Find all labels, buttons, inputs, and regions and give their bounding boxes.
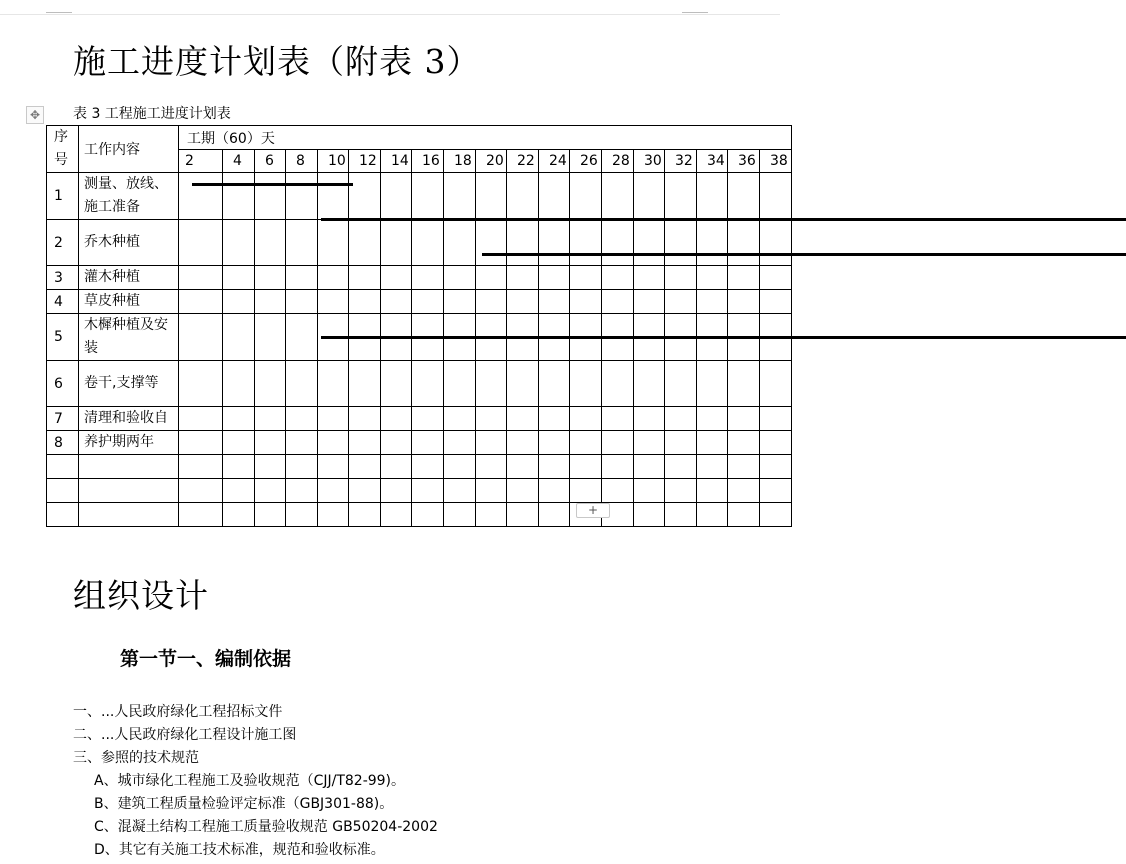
day-cell [697,220,728,266]
day-cell [223,455,255,479]
day-cell [539,479,570,503]
day-cell [349,455,381,479]
day-column-header: 14 [381,150,412,173]
day-cell [760,361,792,407]
day-cell [318,407,349,431]
day-cell [412,503,444,527]
day-cell [760,220,792,266]
day-cell [286,314,318,361]
day-cell [179,503,223,527]
content-cell: 灌木种植 [79,266,179,290]
day-cell [728,266,760,290]
day-cell [381,290,412,314]
basis-subitem: C、混凝土结构工程施工质量验收规范 GB50204-2002 [94,819,438,835]
day-cell [665,431,697,455]
content-cell: 卷干,支撑等 [79,361,179,407]
day-cell [728,455,760,479]
day-cell [539,407,570,431]
day-cell [665,479,697,503]
day-cell [760,455,792,479]
day-cell [476,431,507,455]
content-cell [79,455,179,479]
day-cell [255,407,286,431]
day-cell [318,173,349,220]
day-cell [255,266,286,290]
day-cell [223,361,255,407]
day-cell [634,266,665,290]
day-cell [697,407,728,431]
table-row [47,407,792,431]
day-cell [179,479,223,503]
day-column-header: 22 [507,150,539,173]
day-cell [539,455,570,479]
day-column-header: 16 [412,150,444,173]
day-cell [602,431,634,455]
day-cell [349,314,381,361]
basis-item: 一、...人民政府绿化工程招标文件 [73,704,283,720]
day-cell [728,361,760,407]
day-cell [223,503,255,527]
day-cell [507,479,539,503]
day-cell [760,314,792,361]
seq-cell: 6 [47,361,79,407]
day-column-header: 26 [570,150,602,173]
day-cell [665,314,697,361]
day-cell [539,503,570,527]
day-cell [760,479,792,503]
day-cell [602,407,634,431]
seq-cell: 3 [47,266,79,290]
page-top-edge [0,0,780,15]
day-cell [412,479,444,503]
day-cell [697,503,728,527]
day-cell [179,407,223,431]
day-cell [381,503,412,527]
day-cell [539,361,570,407]
day-cell [349,479,381,503]
table-row [47,173,792,220]
day-cell [507,361,539,407]
day-cell [255,431,286,455]
content-cell: 草皮种植 [79,290,179,314]
day-cell [223,479,255,503]
day-cell [760,173,792,220]
day-cell [444,220,476,266]
schedule-table-wrapper [46,125,788,501]
day-cell [412,407,444,431]
day-cell [444,479,476,503]
day-cell [602,266,634,290]
day-cell [634,173,665,220]
day-column-header: 8 [286,150,318,173]
day-cell [349,503,381,527]
day-cell [412,173,444,220]
day-cell [444,407,476,431]
day-cell [255,290,286,314]
basis-subitem: B、建筑工程质量检验评定标准（GBJ301-88)。 [94,796,394,812]
day-column-header: 10 [318,150,349,173]
seq-header: 序号 [47,126,79,173]
margin-corner-mark-right [682,12,708,13]
day-cell [697,361,728,407]
day-cell [444,503,476,527]
day-cell [349,266,381,290]
page-title: 施工进度计划表（附表 3） [73,42,481,81]
day-column-header: 18 [444,150,476,173]
day-cell [412,361,444,407]
day-cell [634,503,665,527]
day-cell [179,455,223,479]
day-cell [507,455,539,479]
day-cell [286,455,318,479]
day-column-header: 4 [223,150,255,173]
day-cell [570,455,602,479]
seq-cell: 5 [47,314,79,361]
day-cell [539,173,570,220]
day-cell [728,407,760,431]
day-cell [381,407,412,431]
seq-cell: 1 [47,173,79,220]
day-cell [476,173,507,220]
day-cell [634,407,665,431]
day-cell [223,431,255,455]
day-cell [760,290,792,314]
day-cell [507,220,539,266]
day-cell [476,407,507,431]
day-cell [318,479,349,503]
day-cell [179,173,223,220]
day-cell [179,220,223,266]
day-cell [760,431,792,455]
seq-cell: 8 [47,431,79,455]
day-cell [570,314,602,361]
content-cell: 清理和验收自 [79,407,179,431]
day-cell [318,220,349,266]
table-row [47,314,792,361]
day-cell [286,290,318,314]
day-cell [728,290,760,314]
day-cell [349,431,381,455]
day-cell [179,361,223,407]
seq-cell: 2 [47,220,79,266]
day-cell [476,266,507,290]
day-cell [286,479,318,503]
day-cell [760,266,792,290]
day-cell [255,361,286,407]
day-cell [286,361,318,407]
table-row [47,431,792,455]
day-cell [665,220,697,266]
day-cell [697,173,728,220]
day-cell [665,361,697,407]
day-cell [286,503,318,527]
day-cell [381,314,412,361]
content-header: 工作内容 [79,126,179,173]
day-cell [349,173,381,220]
table-caption: 表 3 工程施工进度计划表 [73,106,231,122]
add-table-row-button[interactable]: + [576,503,610,518]
day-cell [602,455,634,479]
margin-corner-mark-left [46,12,72,13]
day-cell [697,431,728,455]
day-cell [507,290,539,314]
basis-subitem: A、城市绿化工程施工及验收规范（CJJ/T82-99)。 [94,773,406,789]
day-cell [665,173,697,220]
seq-cell [47,455,79,479]
day-cell [444,266,476,290]
day-column-header: 2 [179,150,223,173]
table-row [47,266,792,290]
day-cell [760,503,792,527]
day-cell [412,266,444,290]
day-cell [318,314,349,361]
table-row [47,503,792,527]
day-cell [728,503,760,527]
day-cell [381,479,412,503]
day-cell [602,479,634,503]
day-column-header: 28 [602,150,634,173]
day-column-header: 12 [349,150,381,173]
day-cell [318,455,349,479]
table-row [47,220,792,266]
day-cell [412,314,444,361]
day-cell [223,220,255,266]
basis-item: 二、...人民政府绿化工程设计施工图 [73,727,297,743]
day-cell [570,173,602,220]
header-row [47,126,792,150]
day-cell [255,314,286,361]
day-cell [349,407,381,431]
day-cell [570,431,602,455]
day-cell [570,290,602,314]
content-cell: 乔木种植 [79,220,179,266]
day-cell [602,220,634,266]
content-cell: 测量、放线、施工准备 [79,173,179,220]
day-cell [665,503,697,527]
basis-subitem: D、其它有关施工技术标准，规范和验收标准。 [94,842,385,858]
day-cell [318,266,349,290]
day-column-header: 34 [697,150,728,173]
day-cell [697,314,728,361]
day-cell [349,361,381,407]
day-cell [412,455,444,479]
day-column-header: 6 [255,150,286,173]
section-title: 组织设计 [73,576,209,615]
day-column-header: 32 [665,150,697,173]
day-cell [286,173,318,220]
day-cell [381,266,412,290]
seq-cell [47,503,79,527]
day-cell [444,173,476,220]
day-cell [318,431,349,455]
day-column-header: 38 [760,150,792,173]
content-cell [79,503,179,527]
day-cell [179,314,223,361]
day-cell [507,266,539,290]
day-cell [179,290,223,314]
schedule-table [46,125,792,527]
day-cell [697,479,728,503]
day-cell [255,173,286,220]
day-cell [412,290,444,314]
day-cell [476,503,507,527]
day-cell [476,314,507,361]
day-cell [223,173,255,220]
day-cell [444,361,476,407]
day-cell [602,290,634,314]
table-row [47,479,792,503]
day-cell [602,314,634,361]
day-cell [634,361,665,407]
day-cell [444,290,476,314]
day-cell [539,431,570,455]
day-cell [223,290,255,314]
day-cell [539,220,570,266]
day-cell [476,455,507,479]
basis-item: 三、参照的技术规范 [73,750,199,766]
seq-cell: 7 [47,407,79,431]
day-cell [570,220,602,266]
day-cell [349,290,381,314]
day-cell [444,431,476,455]
table-row [47,361,792,407]
day-cell [381,455,412,479]
seq-cell [47,479,79,503]
content-cell [79,479,179,503]
day-cell [539,290,570,314]
day-cell [476,361,507,407]
day-cell [570,479,602,503]
day-cell [444,314,476,361]
day-cell [728,431,760,455]
day-cell [728,220,760,266]
day-cell [476,220,507,266]
day-cell [381,361,412,407]
duration-header: 工期（60）天 [179,126,792,150]
day-cell [412,431,444,455]
content-cell: 木樨种植及安装 [79,314,179,361]
day-cell [179,266,223,290]
day-cell [255,220,286,266]
day-cell [318,361,349,407]
day-cell [223,266,255,290]
day-cell [476,290,507,314]
day-cell [255,503,286,527]
day-cell [697,290,728,314]
day-cell [507,407,539,431]
day-cell [602,173,634,220]
day-cell [179,431,223,455]
content-cell: 养护期两年 [79,431,179,455]
day-cell [728,173,760,220]
day-cell [634,290,665,314]
day-cell [570,361,602,407]
day-cell [665,455,697,479]
day-cell [286,407,318,431]
day-cell [634,455,665,479]
table-row [47,290,792,314]
day-cell [476,479,507,503]
day-cell [728,314,760,361]
day-cell [570,266,602,290]
day-column-header: 30 [634,150,665,173]
day-cell [697,455,728,479]
day-column-header: 20 [476,150,507,173]
day-cell [223,314,255,361]
day-cell [381,220,412,266]
day-cell [539,266,570,290]
day-cell [602,361,634,407]
day-cell [634,220,665,266]
day-cell [570,407,602,431]
day-cell [412,220,444,266]
day-cell [286,220,318,266]
day-cell [286,266,318,290]
subsection-title: 第一节一、编制依据 [120,648,292,670]
day-cell [286,431,318,455]
day-cell [507,503,539,527]
day-cell [507,431,539,455]
day-cell [697,266,728,290]
day-cell [381,431,412,455]
day-cell [634,314,665,361]
day-cell [634,431,665,455]
table-move-handle-icon[interactable]: ✥ [26,106,44,124]
day-cell [318,503,349,527]
table-row [47,455,792,479]
day-cell [381,173,412,220]
day-cell [665,290,697,314]
day-cell [539,314,570,361]
day-cell [255,479,286,503]
day-cell [318,290,349,314]
day-cell [255,455,286,479]
day-cell [507,314,539,361]
day-cell [349,220,381,266]
seq-cell: 4 [47,290,79,314]
day-cell [665,266,697,290]
day-cell [507,173,539,220]
day-column-header: 36 [728,150,760,173]
day-cell [760,407,792,431]
day-column-header: 24 [539,150,570,173]
day-cell [665,407,697,431]
day-cell [728,479,760,503]
day-cell [444,455,476,479]
day-cell [223,407,255,431]
day-cell [634,479,665,503]
